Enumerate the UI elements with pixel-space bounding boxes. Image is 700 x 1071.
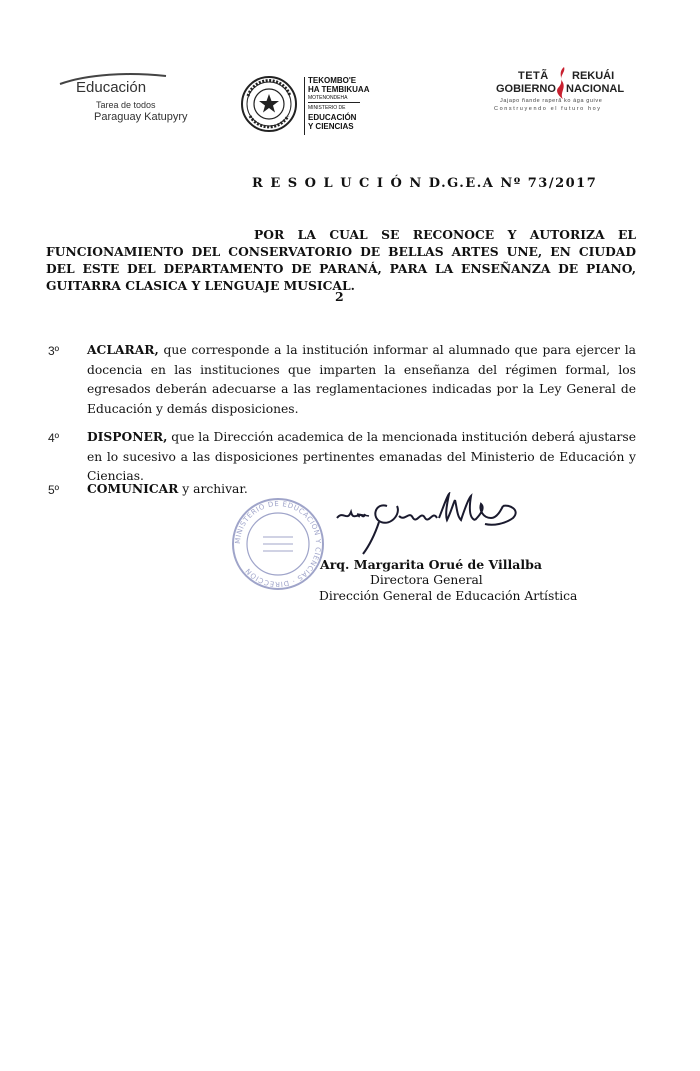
ministry-line-5: EDUCACIÓN <box>308 113 357 122</box>
article-keyword: ACLARAR, <box>87 342 159 357</box>
education-logo <box>58 70 208 130</box>
national-seal-icon <box>240 74 298 138</box>
signatory-role: Directora General <box>370 573 483 587</box>
gov-word-nacional: NACIONAL <box>566 83 625 95</box>
article-number: 3º <box>48 344 60 358</box>
handwritten-signature <box>335 492 525 556</box>
resolution-title: R E S O L U C I Ó N D.G.E.A Nº 73/2017 <box>252 176 598 191</box>
official-stamp <box>228 497 328 591</box>
article-keyword: DISPONER, <box>87 429 168 444</box>
page-number: 2 <box>335 289 344 304</box>
education-logo-word: Educación <box>76 79 147 96</box>
ministry-line-3: MOTENONDEHA <box>308 95 348 101</box>
article-text <box>87 427 636 487</box>
subject-rest: FUNCIONAMIENTO DEL CONSERVATORIO DE BELLAS ARTES UNE, EN CIUDAD DEL ESTE DEL DEPARTAMENTO DE PARANÁ, PARA LA ENSEÑANZA DE PIANO, GUITARRA CLASICA Y LENGUAJE MUSICAL. <box>46 244 636 293</box>
signatory-department: Dirección General de Educación Artística <box>319 589 578 603</box>
article-body: y archivar. <box>178 482 248 496</box>
article-body: que la Dirección academica de la mencionada institución deberá ajustarse en lo sucesivo a las disposiciones pertinentes emanadas del Ministerio de Educación y Ciencias. <box>87 430 636 483</box>
gov-word-rekuai: REKUÁI <box>572 70 615 82</box>
government-logo <box>486 66 646 116</box>
education-logo-tagline: Tarea de todos <box>96 100 156 110</box>
article-number: 4º <box>48 431 60 445</box>
ministry-line-4: MINISTERIO DE <box>308 105 346 111</box>
ministry-line-2: HA TEMBIKUAA <box>308 85 370 94</box>
gov-slogan-spanish: Construyendo el futuro hoy <box>494 106 602 112</box>
ministry-rule <box>308 102 360 103</box>
signatory-name: Arq. Margarita Orué de Villalba <box>320 557 542 572</box>
gov-word-gobierno: GOBIERNO <box>496 83 556 95</box>
article-body: que corresponde a la institución informar al alumnado que para ejercer la docencia en las instituciones que imparten la enseñanza del régimen formal, los egresados deberán adecuarse a las reglamentaciones indicadas por la Ley General de Educación y demás disposiciones. <box>87 343 636 416</box>
ministry-line-1: TEKOMBO'E <box>308 76 357 85</box>
stamp-text: MINISTERIO DE EDUCACIÓN Y CIENCIAS · DIRECCIÓN <box>233 499 323 589</box>
resolution-subject <box>46 226 636 294</box>
article-text <box>87 340 636 419</box>
article-keyword: COMUNICAR <box>87 481 179 496</box>
gov-slogan-guarani: Jajapo ñande raperã ko ága guive <box>500 98 603 104</box>
logo-divider <box>304 77 305 135</box>
gov-word-teta: TETÃ <box>518 70 549 82</box>
ministry-logo <box>240 74 380 146</box>
education-logo-country: Paraguay Katupyry <box>94 111 188 123</box>
article-number: 5º <box>48 483 60 497</box>
subject-first-line: POR LA CUAL SE RECONOCE Y AUTORIZA EL <box>254 227 636 242</box>
ministry-line-6: Y CIENCIAS <box>308 122 354 131</box>
